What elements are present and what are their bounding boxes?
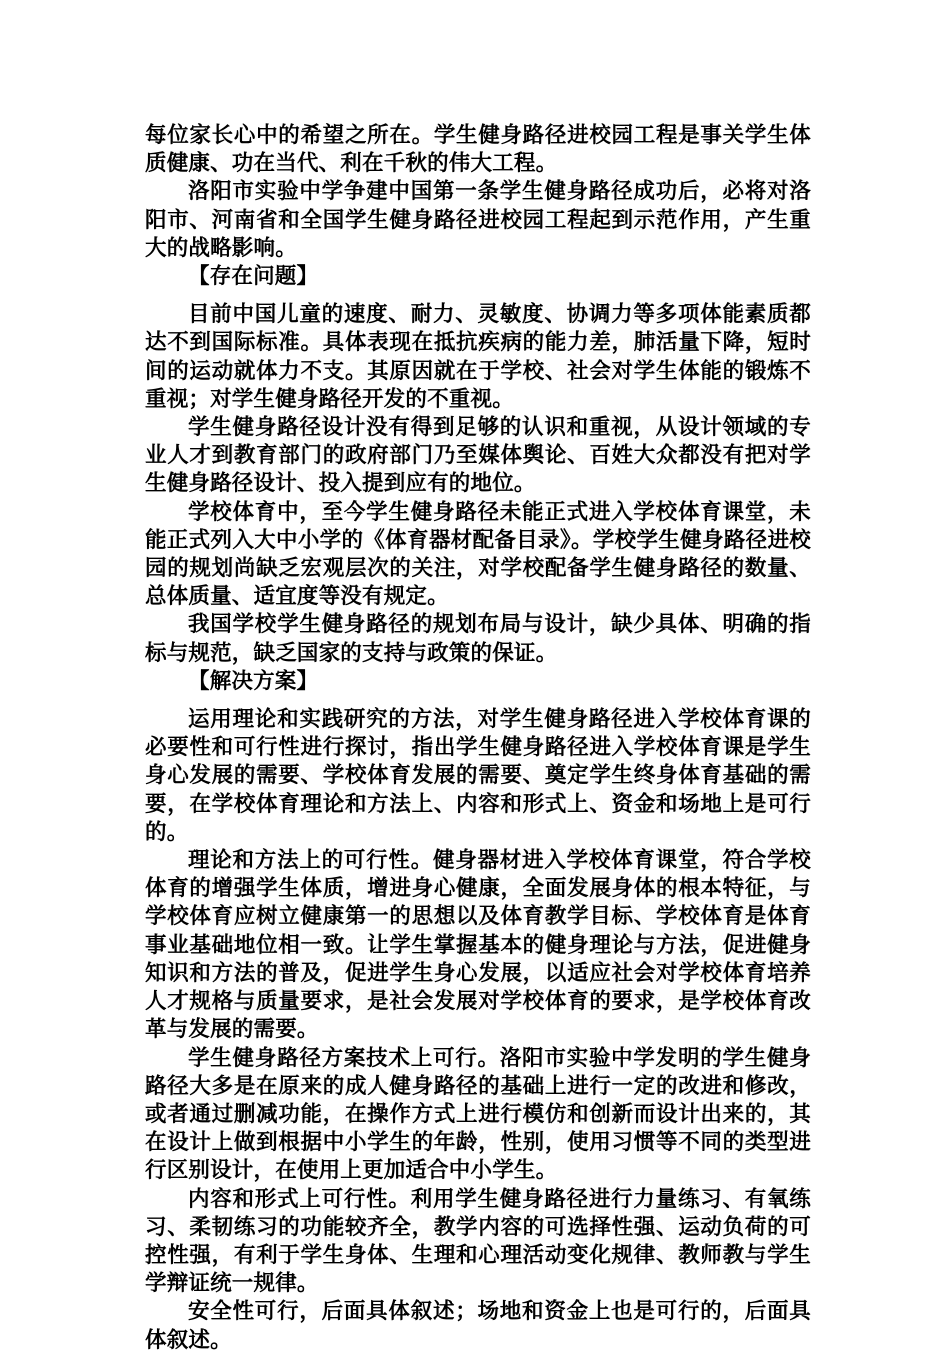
solutions-paragraph-4: 内容和形式上可行性。利用学生健身路径进行力量练习、有氧练习、柔韧练习的功能较齐全，教学内容的可选择性强、运动负荷的可控性强，有利于学生身体、生理和心理活动变化规律、教师教与学生学辩证统一规律。 <box>145 1186 811 1297</box>
document-body <box>145 122 811 1355</box>
intro-paragraph-1: 每位家长心中的希望之所在。学生健身路径进校园工程是事关学生体质健康、功在当代、利在千秋的伟大工程。 <box>145 123 811 177</box>
problems-paragraph-3: 学校体育中，至今学生健身路径未能正式进入学校体育课堂，未能正式列入大中小学的《体育器材配备目录》。学校学生健身路径进校园的规划尚缺乏宏观层次的关注，对学校配备学生健身路径的数量、总体质量、适宜度等没有规定。 <box>145 499 811 610</box>
solutions-paragraph-3: 学生健身路径方案技术上可行。洛阳市实验中学发明的学生健身路径大多是在原来的成人健身路径的基础上进行一定的改进和修改，或者通过删减功能，在操作方式上进行模仿和创新而设计出来的，其在设计上做到根据中小学生的年龄，性别，使用习惯等不同的类型进行区别设计，在使用上更加适合中小学生。 <box>145 1045 811 1184</box>
problems-paragraph-2: 学生健身路径设计没有得到足够的认识和重视，从设计领域的专业人才到教育部门的政府部门乃至媒体舆论、百姓大众都没有把对学生健身路径设计、投入提到应有的地位。 <box>145 415 811 497</box>
solutions-paragraph-5: 安全性可行，后面具体叙述；场地和资金上也是可行的，后面具体叙述。 <box>145 1299 811 1353</box>
problems-paragraph-1: 目前中国儿童的速度、耐力、灵敏度、协调力等多项体能素质都达不到国际标准。具体表现在抵抗疾病的能力差，肺活量下降，短时间的运动就体力不支。其原因就在于学校、社会对学生体能的锻炼不重视；对学生健身路径开发的不重视。 <box>145 302 811 412</box>
solutions-paragraph-1: 运用理论和实践研究的方法，对学生健身路径进入学校体育课的必要性和可行性进行探讨，指出学生健身路径进入学校体育课是学生身心发展的需要、学校体育发展的需要、奠定学生终身体育基础的需要，在学校体育理论和方法上、内容和形式上、资金和场地上是可行的。 <box>145 707 811 845</box>
problems-paragraph-4: 我国学校学生健身路径的规划布局与设计，缺少具体、明确的指标与规范，缺乏国家的支持与政策的保证。 <box>145 612 811 666</box>
section-heading-solutions: 【解决方案】 <box>188 668 319 694</box>
solutions-paragraph-2: 理论和方法上的可行性。健身器材进入学校体育课堂，符合学校体育的增强学生体质，增进身心健康，全面发展身体的根本特征，与学校体育应树立健康第一的思想以及体育教学目标、学校体育是体育事业基础地位相一致。让学生掌握基本的健身理论与方法，促进健身知识和方法的普及，促进学生身心发展，以适应社会对学校体育培养人才规格与质量要求，是社会发展对学校体育的要求，是学校体育改革与发展的需要。 <box>145 848 811 1043</box>
intro-paragraph-2: 洛阳市实验中学争建中国第一条学生健身路径成功后，必将对洛阳市、河南省和全国学生健身路径进校园工程起到示范作用，产生重大的战略影响。 <box>145 179 811 261</box>
section-heading-problems: 【存在问题】 <box>188 264 319 290</box>
